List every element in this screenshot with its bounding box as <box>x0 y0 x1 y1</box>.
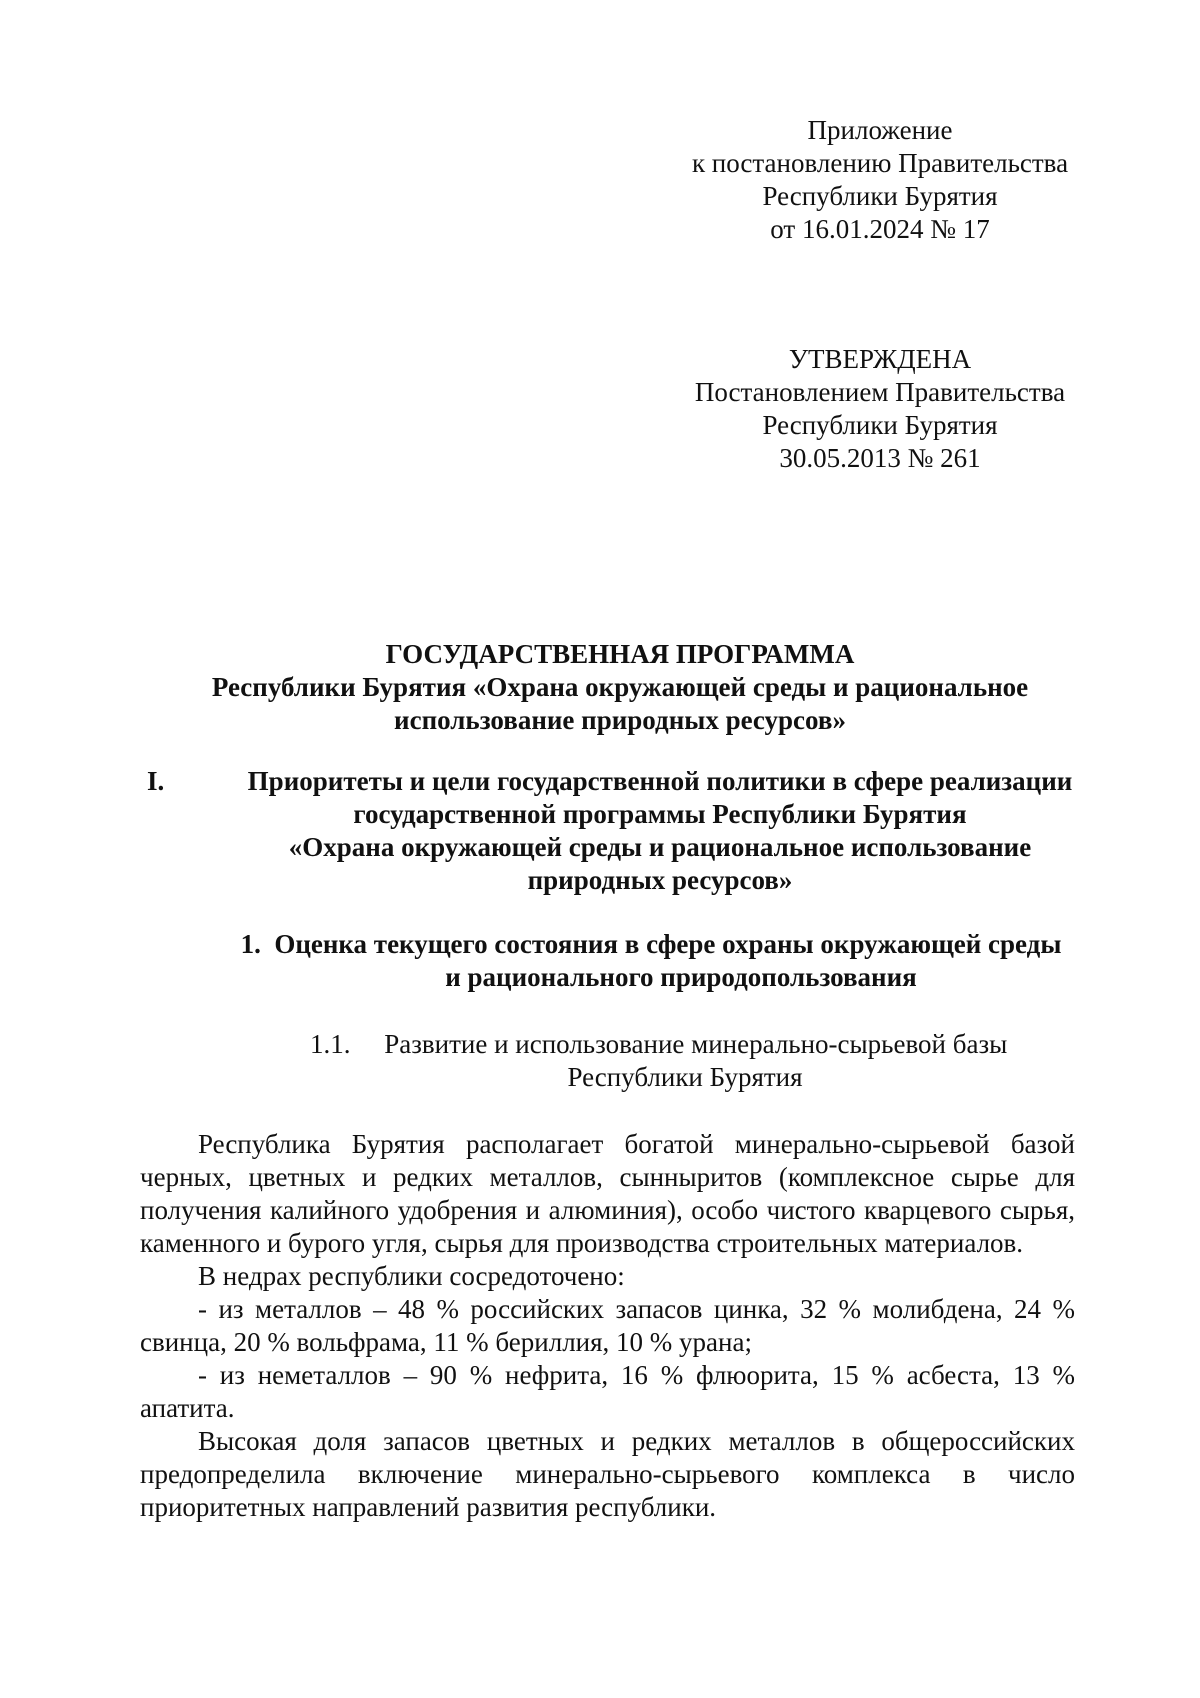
program-title-line: ГОСУДАРСТВЕННАЯ ПРОГРАММА <box>385 639 855 669</box>
program-title-line: использование природных ресурсов» <box>394 705 846 735</box>
approved-line: 30.05.2013 № 261 <box>779 443 981 473</box>
program-title <box>140 638 1100 737</box>
subsection-heading <box>140 928 1100 994</box>
subsection-heading-line: 1. Оценка текущего состояния в сфере охраны окружающей среды <box>240 929 1062 959</box>
paragraph: - из неметаллов – 90 % нефрита, 16 % флюорита, 15 % асбеста, 13 % апатита. <box>140 1360 1075 1423</box>
annex-line: Приложение <box>807 115 953 145</box>
section-heading-line: Приоритеты и цели государственной политики в сфере реализации <box>247 766 1073 796</box>
annex-header <box>640 114 1120 246</box>
subsubsection-heading-line: 1.1. Развитие и использование минерально-сырьевой базы <box>310 1029 1008 1059</box>
paragraph: Республика Бурятия располагает богатой минерально-сырьевой базой черных, цветных и редких металлов, сынныритов (комплексное сырье для получения калийного удобрения и алюминия), особо чистого кварцевого сырья, каменного и бурого угля, сырья для производства строительных материалов. <box>140 1129 1075 1258</box>
annex-line: к постановлению Правительства <box>691 148 1069 178</box>
approval-stamp <box>640 343 1120 475</box>
section-number: I. <box>147 766 165 796</box>
section-heading-line: «Охрана окружающей среды и рациональное использование <box>288 832 1032 862</box>
paragraph: - из металлов – 48 % российских запасов цинка, 32 % молибдена, 24 % свинца, 20 % вольфрама, 11 % бериллия, 10 % урана; <box>140 1294 1075 1357</box>
program-title-line: Республики Бурятия «Охрана окружающей среды и рациональное <box>211 672 1029 702</box>
subsection-heading-line: и рационального природопользования <box>445 962 917 992</box>
subsubsection-heading-line: Республики Бурятия <box>567 1062 803 1092</box>
paragraph: Высокая доля запасов цветных и редких металлов в общероссийских предопределила включение минерально-сырьевого комплекса в число приоритетных направлений развития республики. <box>140 1426 1075 1522</box>
annex-line: от 16.01.2024 № 17 <box>770 214 990 244</box>
approved-line: Республики Бурятия <box>762 410 998 440</box>
annex-line: Республики Бурятия <box>762 181 998 211</box>
approved-line: Постановлением Правительства <box>694 377 1066 407</box>
section-heading-line: природных ресурсов» <box>527 865 793 895</box>
approved-line: УТВЕРЖДЕНА <box>788 344 972 374</box>
section-heading-line: государственной программы Республики Бурятия <box>353 799 967 829</box>
paragraph: В недрах республики сосредоточено: <box>198 1261 625 1291</box>
body-text <box>140 1128 1075 1524</box>
